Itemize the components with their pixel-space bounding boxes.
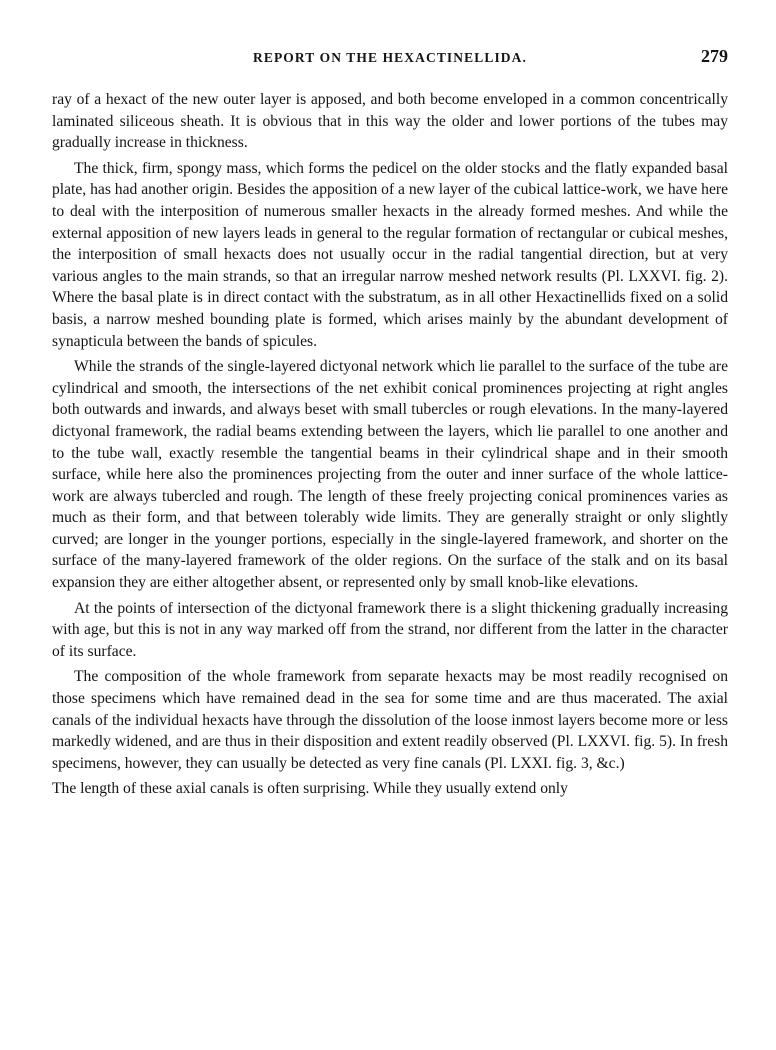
running-title: REPORT ON THE HEXACTINELLIDA. [253, 50, 527, 65]
paragraph-pedicel: The thick, firm, spongy mass, which forms the pedicel on the older stocks and the flatly expanded basal plate, has had another origin. Besides the apposition of a new layer of the cubical lattice-work, we have here to deal with the interposition of numerous smaller hexacts in the already formed meshes. And while the external apposition of new layers leads in general to the regular formation of rectangular or cubical meshes, the interposition of small hexacts does not usually occur in the radial tangential direction, but at very various angles to the main strands, so that an irregular narrow meshed network results (Pl. LXXVI. fig. 2). Where the basal plate is in direct contact with the substratum, as in all other Hexactinellids fixed on a solid basis, a narrow meshed bounding plate is formed, which arises mainly by the abundant development of synapticula between the bands of spicules. [52, 159, 728, 350]
page-header [52, 46, 728, 70]
paragraph-intersections: At the points of intersection of the dictyonal framework there is a slight thickening gradually increasing with age, but this is not in any way marked off from the strand, nor different from the latter in the character of its surface. [52, 599, 728, 660]
paragraph-axial-canals: The length of these axial canals is often surprising. While they usually extend only [52, 780, 568, 798]
body-text [52, 89, 728, 804]
paragraph-continued: ray of a hexact of the new outer layer is apposed, and both become enveloped in a common concentrically laminated siliceous sheath. It is obvious that in this way the older and lower portions of the tubes may gradually increase in thickness. [52, 91, 728, 152]
paragraph-dictyonal-network: While the strands of the single-layered dictyonal network which lie parallel to the surface of the tube are cylindrical and smooth, the intersections of the net exhibit conical prominences projecting at right angles both outwards and inwards, and always beset with small tubercles or rough elevations. In the many-layered dictyonal framework, the radial beams extending between the layers, which lie parallel to one another and to the tube wall, exactly resemble the tangential beams in their cylindrical shape and in their smooth surface, while here also the prominences projecting from the outer and inner surface of the whole lattice-work are always tubercled and rough. The length of these freely projecting conical prominences varies as much as their form, and that between tolerably wide limits. They are generally straight or only slightly curved; are longer in the younger portions, especially in the single-layered framework, and shorter on the surface of the many-layered framework of the older regions. On the surface of the stalk and on its basal expansion they are either altogether absent, or represented only by small knob-like elevations. [52, 358, 728, 592]
page-number: 279 [701, 46, 728, 66]
paragraph-composition: The composition of the whole framework from separate hexacts may be most readily recognised on those specimens which have remained dead in the sea for some time and are thus macerated. The axial canals of the individual hexacts have through the dissolution of the loose inmost layers become more or less markedly widened, and are thus in their disposition and extent readily observed (Pl. LXXVI. fig. 5). In fresh specimens, however, they can usually be detected as very fine canals (Pl. LXXI. fig. 3, &c.) [52, 668, 728, 772]
